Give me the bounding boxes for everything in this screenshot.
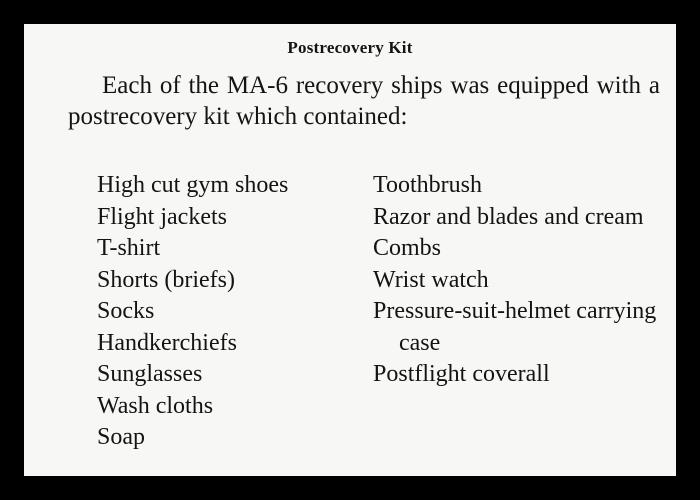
list-item: Shorts (briefs) xyxy=(97,266,235,293)
list-item: Handkerchiefs xyxy=(97,329,237,356)
list-item: Postflight coverall xyxy=(373,361,550,387)
list-item: T-shirt xyxy=(97,235,161,261)
page-title: Postrecovery Kit xyxy=(287,38,413,57)
document-page xyxy=(24,24,676,476)
kit-list-left xyxy=(97,170,367,454)
list-item: Combs xyxy=(373,235,442,261)
list-item: Flight jackets xyxy=(97,203,227,230)
list-item: Sunglasses xyxy=(97,361,203,387)
list-item: Toothbrush xyxy=(373,172,482,198)
list-item: Soap xyxy=(97,424,145,450)
list-item: High cut gym shoes xyxy=(97,172,289,198)
list-item: Pressure-suit-helmet carrying case xyxy=(373,298,657,356)
intro-paragraph: Each of the MA-6 recovery ships was equipped with a postrecovery kit which contained: xyxy=(68,72,660,130)
list-item: Wrist watch xyxy=(373,266,489,293)
list-item: Razor and blades and cream xyxy=(373,203,644,230)
list-item: Socks xyxy=(97,298,155,324)
kit-list-right xyxy=(373,170,663,391)
list-item: Wash cloths xyxy=(97,392,214,419)
